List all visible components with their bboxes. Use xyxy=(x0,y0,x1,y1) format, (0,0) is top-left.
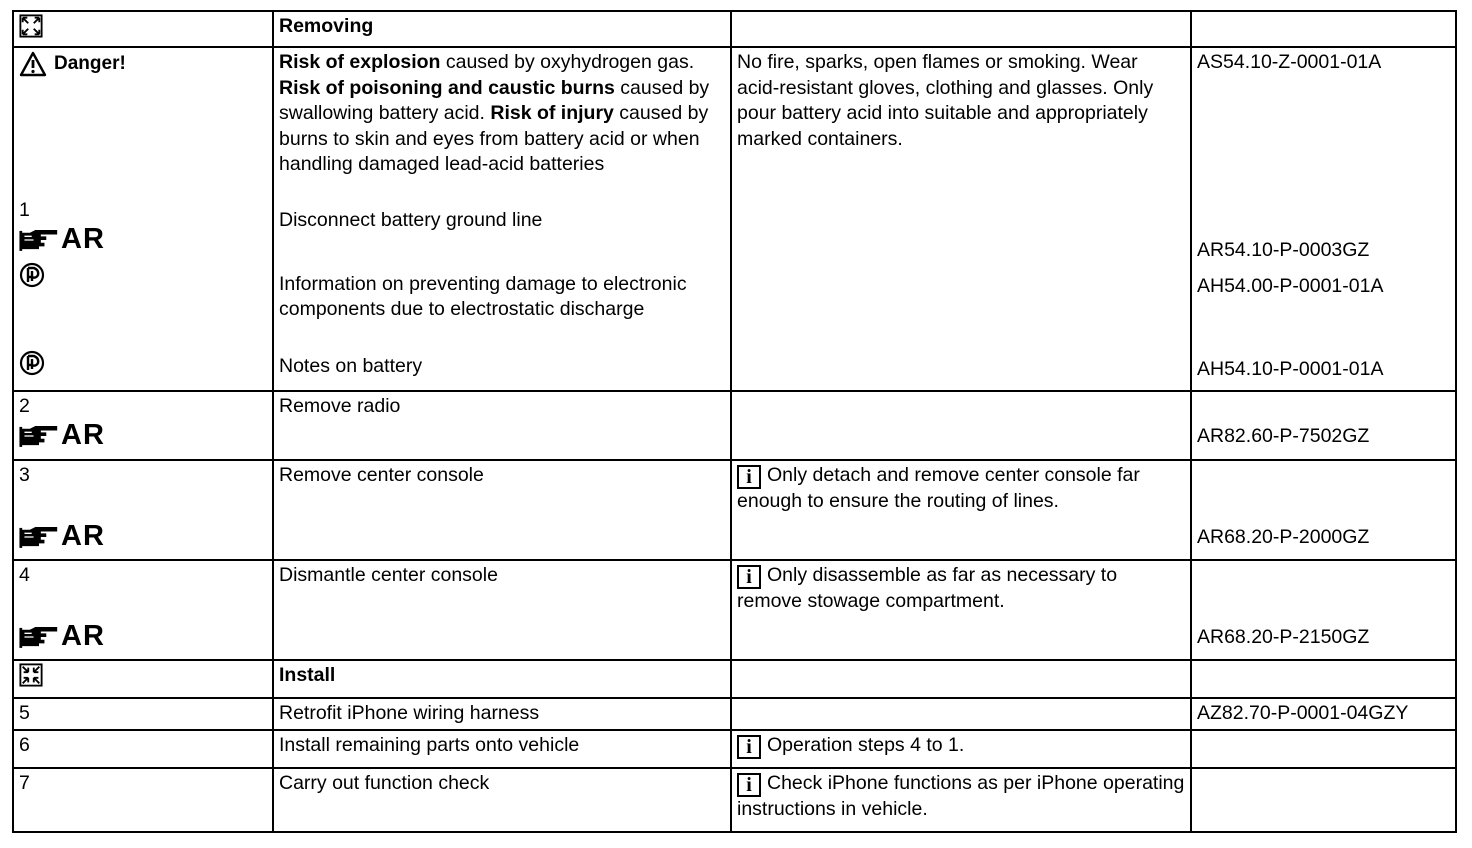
table-row-step7 xyxy=(13,768,1456,832)
table-row-danger-step1 xyxy=(13,47,1456,391)
step-number: 6 xyxy=(13,730,273,768)
info-icon: i xyxy=(737,773,761,797)
section-row-install xyxy=(13,660,1456,698)
section-row-removing xyxy=(13,11,1456,47)
note-text: Information on preventing damage to electronic components due to electrostatic discharge xyxy=(279,272,687,320)
ar-link[interactable]: AR xyxy=(19,521,105,553)
table-row-step6 xyxy=(13,730,1456,768)
pointing-hand-icon xyxy=(19,624,59,650)
expand-square-icon xyxy=(19,14,43,38)
note-text: Notes on battery xyxy=(279,354,423,377)
table-row-step2 xyxy=(13,391,1456,460)
danger-text: Risk of explosion caused by oxyhydrogen gas. Risk of poisoning and caustic burns caused by swallowing battery acid. Risk of injury caused by burns to skin and eyes from battery acid or when handling damaged lead-acid batteries xyxy=(279,51,710,175)
ar-link[interactable]: AR xyxy=(19,621,105,653)
step-text: Install remaining parts onto vehicle xyxy=(273,730,731,768)
note-icon xyxy=(19,262,45,288)
pointing-hand-icon xyxy=(19,227,59,253)
info-icon: i xyxy=(737,565,761,589)
step-text: Carry out function check xyxy=(273,768,731,832)
ar-link[interactable]: AR xyxy=(19,420,105,452)
danger-label: Danger! xyxy=(54,53,126,75)
pointing-hand-icon xyxy=(19,524,59,550)
step-number: 3 xyxy=(19,464,30,486)
step-text: Dismantle center console xyxy=(273,560,731,660)
note-icon xyxy=(19,350,45,376)
ar-link[interactable]: AR xyxy=(19,224,105,256)
table-row-step4 xyxy=(13,560,1456,660)
warning-triangle-icon xyxy=(19,51,47,77)
step-number: 7 xyxy=(13,768,273,832)
pointing-hand-icon xyxy=(19,423,59,449)
info-icon: i xyxy=(737,735,761,759)
step-number: 5 xyxy=(13,698,273,730)
reference-link[interactable]: AR68.20-P-2000GZ xyxy=(1197,526,1370,548)
step-text: Remove center console xyxy=(273,460,731,560)
step-text: Remove radio xyxy=(273,391,731,460)
step-number: 1 xyxy=(19,199,30,221)
step-number: 2 xyxy=(19,395,30,417)
reference-link[interactable]: AR54.10-P-0003GZ xyxy=(1197,239,1370,261)
section-title-install: Install xyxy=(273,660,731,698)
reference-link[interactable]: AH54.10-P-0001-01A xyxy=(1197,358,1384,380)
info-text: Only detach and remove center console far enough to ensure the routing of lines. xyxy=(737,464,1140,512)
section-title-removing: Removing xyxy=(273,11,731,47)
info-text: Check iPhone functions as per iPhone operating instructions in vehicle. xyxy=(737,771,1185,820)
reference-link[interactable]: AR68.20-P-2150GZ xyxy=(1197,626,1370,648)
danger-remedy: No fire, sparks, open flames or smoking. Wear acid-resistant gloves, clothing and glasses. Only pour battery acid into suitable and appropriately marked containers. xyxy=(731,47,1191,391)
table-row-step3 xyxy=(13,460,1456,560)
step-text: Disconnect battery ground line xyxy=(279,209,543,231)
procedure-table xyxy=(12,10,1457,833)
info-text: Operation steps 4 to 1. xyxy=(767,733,965,756)
info-icon: i xyxy=(737,465,761,489)
step-number: 4 xyxy=(19,564,30,586)
reference-link[interactable]: AR82.60-P-7502GZ xyxy=(1197,425,1370,447)
reference-link[interactable]: AS54.10-Z-0001-01A xyxy=(1197,51,1382,73)
reference-link[interactable]: AH54.00-P-0001-01A xyxy=(1197,275,1384,297)
compress-square-icon xyxy=(19,663,43,687)
info-text: Only disassemble as far as necessary to remove stowage compartment. xyxy=(737,564,1118,612)
reference-link[interactable]: AZ82.70-P-0001-04GZY xyxy=(1191,698,1456,730)
table-row-step5 xyxy=(13,698,1456,730)
step-text: Retrofit iPhone wiring harness xyxy=(273,698,731,730)
